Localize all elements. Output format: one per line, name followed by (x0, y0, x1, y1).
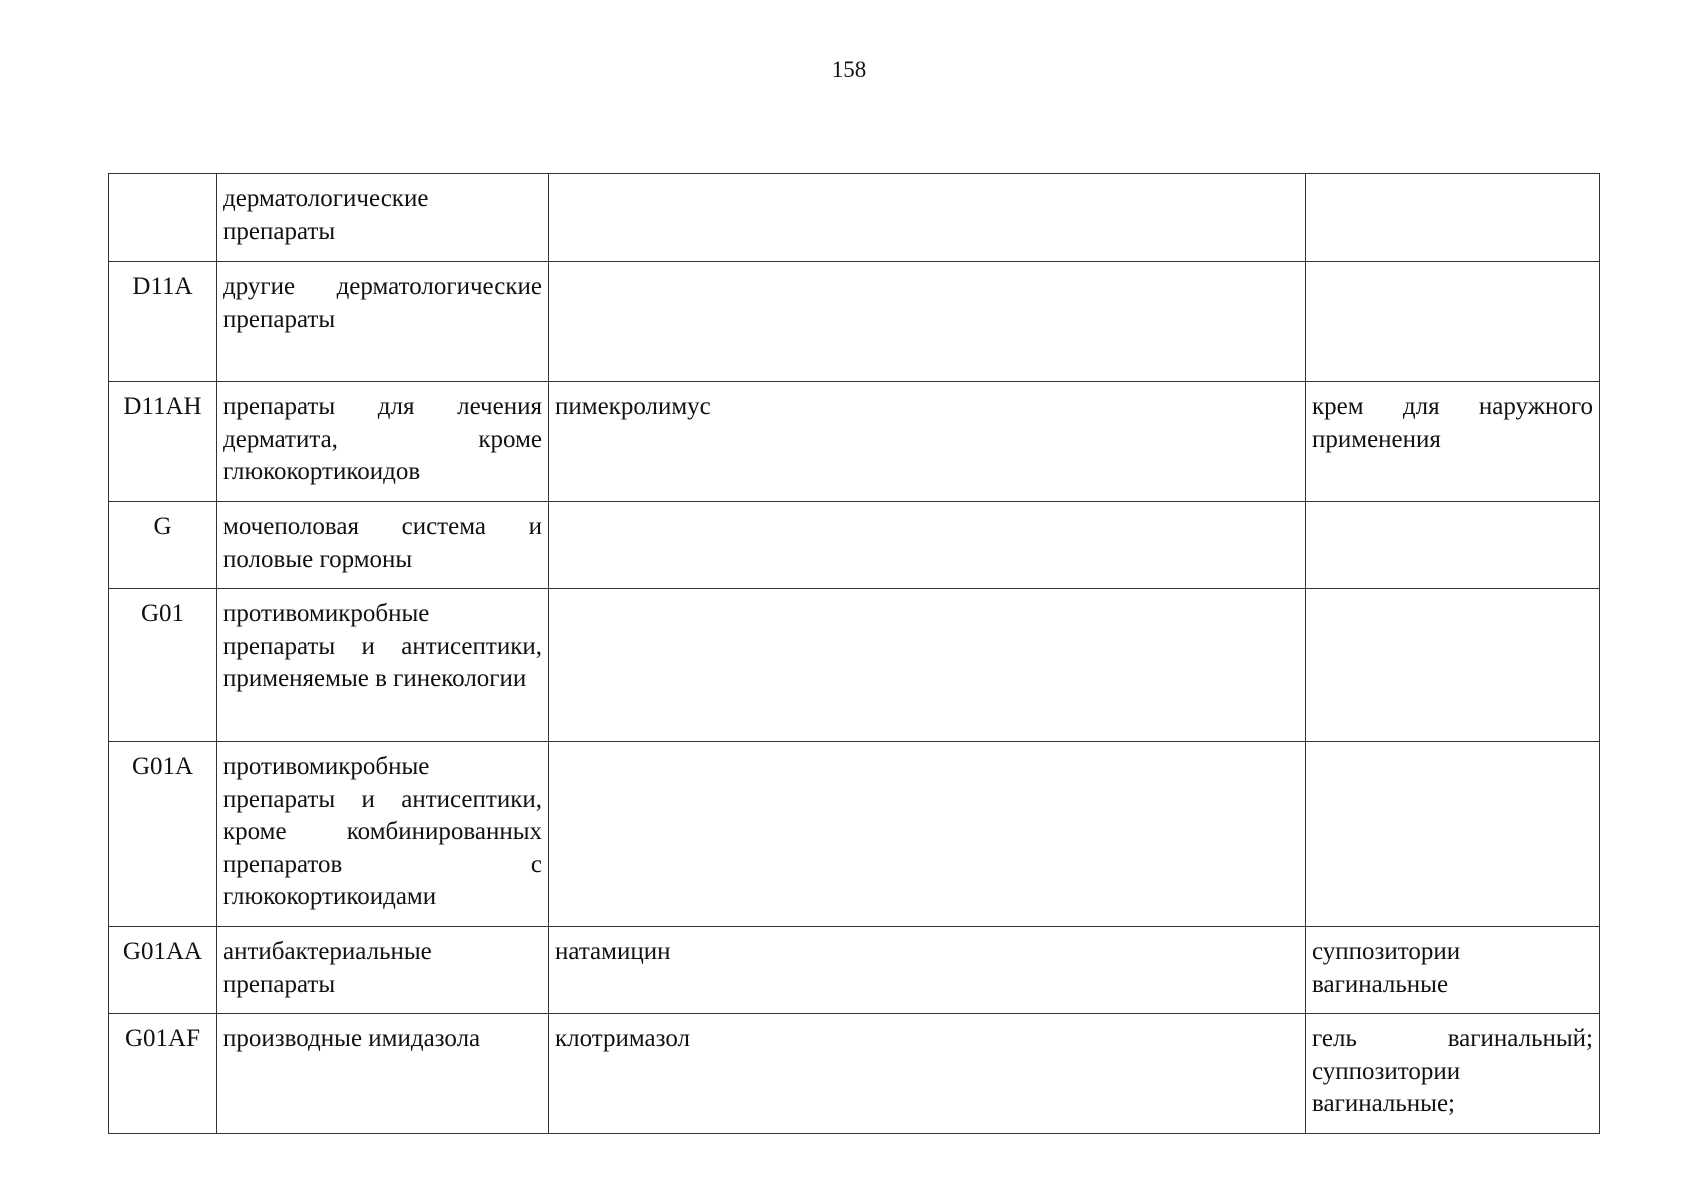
cell-drug-name (549, 502, 1306, 589)
table-row (109, 174, 1600, 262)
cell-dosage-form (1306, 262, 1600, 382)
cell-atc-code: D11A (109, 262, 217, 382)
cell-atc-code: G (109, 502, 217, 589)
table-row (109, 502, 1600, 589)
cell-dosage-form (1306, 742, 1600, 927)
table-row (109, 262, 1600, 382)
cell-drug-name: пимекролимус (549, 382, 1306, 502)
cell-drug-name (549, 174, 1306, 262)
cell-anatomical-group: противомикробные препараты и антисептики, кроме комбинированных препаратов с глюкокортикоидами (217, 742, 549, 927)
cell-atc-code: G01 (109, 589, 217, 742)
drug-table (108, 173, 1600, 1134)
cell-dosage-form: гель вагинальный; суппозитории вагинальные; (1306, 1014, 1600, 1134)
cell-dosage-form: суппозитории вагинальные (1306, 927, 1600, 1014)
cell-dosage-form: крем для наружного применения (1306, 382, 1600, 502)
cell-drug-name (549, 589, 1306, 742)
cell-drug-name: натамицин (549, 927, 1306, 1014)
cell-atc-code: G01A (109, 742, 217, 927)
cell-atc-code: G01AA (109, 927, 217, 1014)
cell-dosage-form (1306, 174, 1600, 262)
cell-anatomical-group: дерматологические препараты (217, 174, 549, 262)
table-body (109, 174, 1600, 1134)
table-row (109, 1014, 1600, 1134)
cell-anatomical-group: другие дерматологические препараты (217, 262, 549, 382)
cell-atc-code (109, 174, 217, 262)
table-row (109, 742, 1600, 927)
cell-dosage-form (1306, 589, 1600, 742)
cell-anatomical-group: мочеполовая система и половые гормоны (217, 502, 549, 589)
cell-anatomical-group: производные имидазола (217, 1014, 549, 1134)
cell-atc-code: G01AF (109, 1014, 217, 1134)
cell-anatomical-group: противомикробные препараты и антисептики, применяемые в гинекологии (217, 589, 549, 742)
cell-anatomical-group: антибактериальные препараты (217, 927, 549, 1014)
table-row (109, 589, 1600, 742)
page-number: 158 (831, 57, 867, 82)
cell-drug-name: клотримазол (549, 1014, 1306, 1134)
cell-anatomical-group: препараты для лечения дерматита, кроме глюкокортикоидов (217, 382, 549, 502)
cell-drug-name (549, 742, 1306, 927)
cell-dosage-form (1306, 502, 1600, 589)
table-row (109, 927, 1600, 1014)
cell-drug-name (549, 262, 1306, 382)
table-row (109, 382, 1600, 502)
cell-atc-code: D11AH (109, 382, 217, 502)
